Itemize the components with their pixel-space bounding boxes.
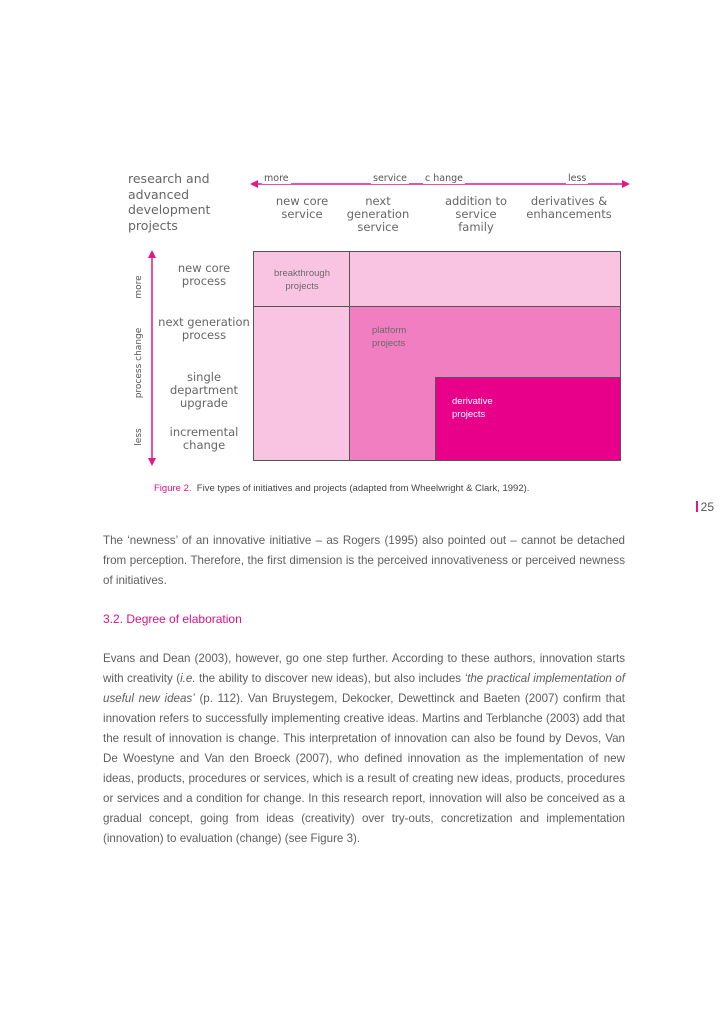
side-axis-process-change: process change [134,327,144,399]
top-axis-service: service [373,173,408,184]
figure-caption [154,483,529,494]
top-axis-more: more [264,173,289,184]
row-label-incremental-change: incremental change [169,425,239,452]
side-axis-more: more [134,275,144,299]
paragraph-elaboration-text-2: the ability to discover new ideas), but also includes [195,672,465,685]
row-label-single-department-upgrade: single department upgrade [169,370,239,410]
paragraph-elaboration-text-3: (p. 112). Van Bruystegem, Dekocker, Dewettinck and Baeten (2007) confirm that innovation refers to successfully implementing creative ideas. Martins and Terblanche (2003) add that the result of innovation is change. This interpretation of innovation can also be found by Devos, Van De Woestyne and Van den Broeck (2007), who defined innovation as the implementation of new ideas, products, procedures or services, which is a result of creating new ideas, products, procedures or services and a condition for change. In this research report, innovation will also be conceived as a gradual concept, going from ideas (creativity) over try-outs, concretization and implementation (innovation) to evaluation (change) (see Figure 3). [103,692,625,845]
page-number [696,500,714,514]
figure-caption-label: Figure 2. [154,483,192,494]
section-heading: 3.2. Degree of elaboration [103,612,242,626]
page-number-bar [696,501,698,512]
column-label-new-core-service: new core service [275,194,329,221]
page-number-value: 25 [700,500,714,514]
side-axis-less: less [134,428,144,446]
column-label-next-generation-service: next generation service [346,194,410,234]
paragraph-elaboration-ie: i.e. [180,672,196,685]
column-label-derivatives: derivatives & enhancements [526,194,612,221]
top-axis-less: less [568,173,587,184]
side-axis-arrow [145,250,159,466]
paragraph-elaboration-quote: ‘the practical implementation of useful new ideas’ [103,672,625,705]
derivative-projects-label: derivative projects [452,396,493,420]
platform-projects-label: platform projects [372,325,407,349]
corner-label: research and advanced development projects [128,171,211,233]
paragraph-newness: The ‘newness’ of an innovative initiative – as Rogers (1995) also pointed out – cannot be detached from perception. Therefore, the first dimension is the perceived innovativeness or perceived newness of initiatives. [103,534,625,587]
top-axis-change: c hange [425,173,463,184]
column-label-addition-to-service-family: addition to service family [444,194,508,234]
breakthrough-projects-label: breakthrough projects [274,268,330,292]
paragraph-elaboration-text-1: Evans and Dean (2003), however, go one step further. According to these authors, innovation starts with creativity ( [103,652,625,685]
paragraph-elaboration [103,649,625,849]
figure-caption-text: Five types of initiatives and projects (adapted from Wheelwright & Clark, 1992). [196,483,530,494]
row-label-new-core-process: new core process [177,261,231,288]
row-label-next-generation-process: next generation process [158,315,250,342]
